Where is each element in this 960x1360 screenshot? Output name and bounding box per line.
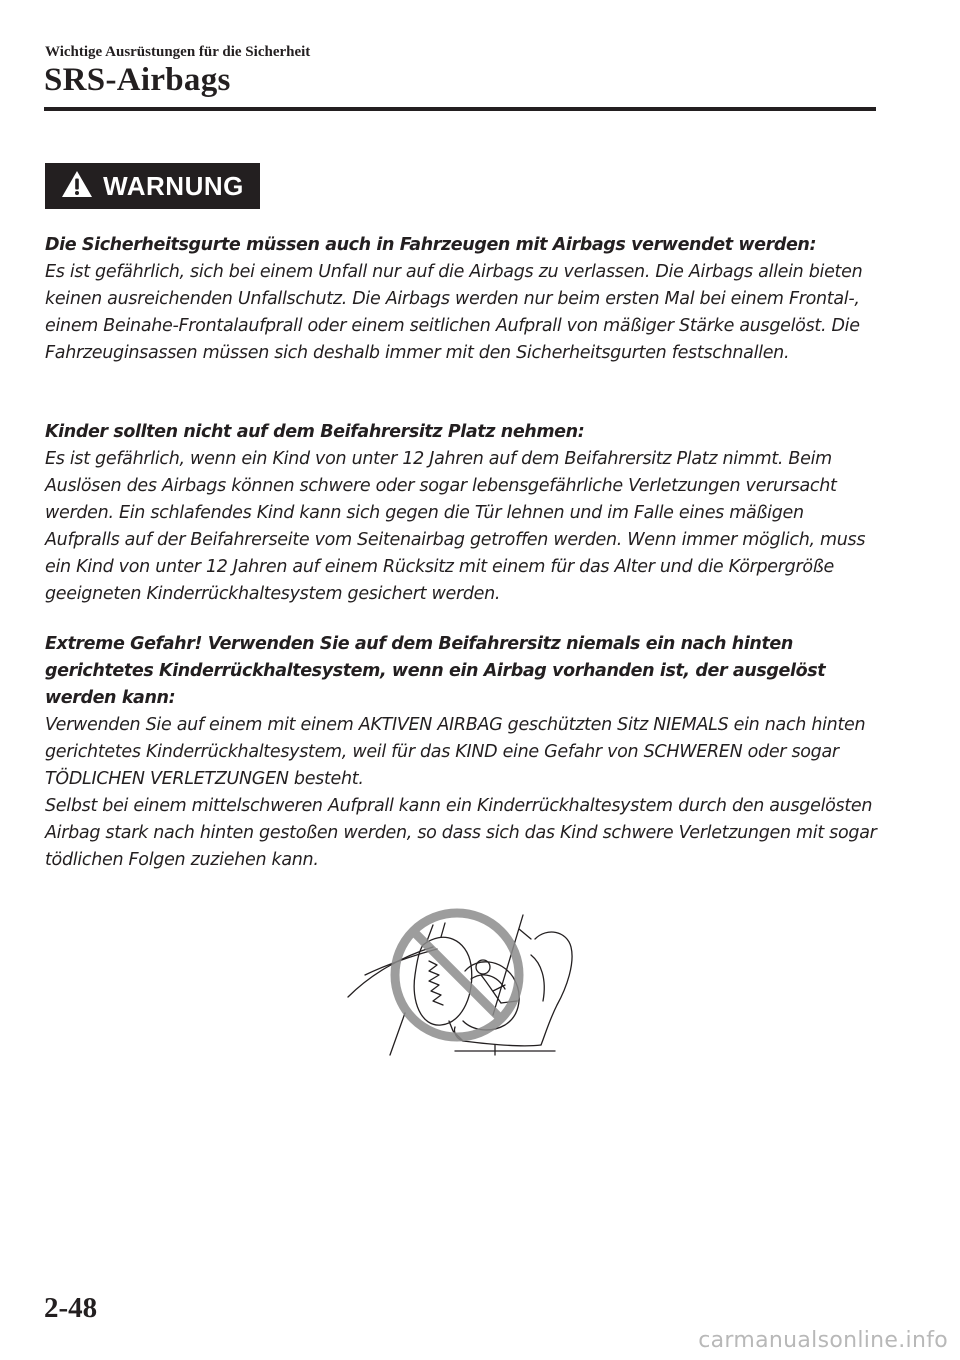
warning-paragraph: Es ist gefährlich, sich bei einem Unfall nur auf die Airbags zu verlassen. Die Airbags allein bieten keinen ausreichenden Unfallschutz. Die Airbags werden nur beim ersten Mal bei einem Frontal-, einem Beinahe-Frontalaufprall oder einem seitlichen Aufprall von mäßiger Stärke ausgelöst. Die Fahrzeuginsassen müssen sich deshalb immer mit den Sicherheitsgurten festschnallen. [45, 262, 863, 363]
warning-block-seatbelts [45, 232, 877, 367]
warning-title: Die Sicherheitsgurte müssen auch in Fahrzeugen mit Airbags verwendet werden: [45, 235, 817, 255]
warning-title: Kinder sollten nicht auf dem Beifahrersitz Platz nehmen: [45, 422, 585, 442]
page-number: 2-48 [44, 1292, 98, 1324]
warning-block-rear-facing-seat [45, 631, 877, 874]
prohibited-rear-facing-child-seat-icon [345, 905, 585, 1063]
warning-block-children-front-seat [45, 419, 877, 608]
warning-content [45, 232, 877, 874]
header-rule [44, 107, 876, 111]
warning-label: WARNUNG [103, 170, 244, 201]
section-heading: Wichtige Ausrüstungen für die Sicherheit [45, 44, 311, 60]
watermark: carmanualsonline.info [698, 1328, 948, 1353]
warning-title: Extreme Gefahr! Verwenden Sie auf dem Beifahrersitz niemals ein nach hinten gerichtetes Kinderrückhaltesystem, wenn ein Airbag vorhanden ist, der ausgelöst werden kann: [45, 634, 826, 708]
warning-paragraph: Verwenden Sie auf einem mit einem AKTIVEN AIRBAG geschützten Sitz NIEMALS ein nach hinten gerichtetes Kinderrückhaltesystem, weil für das KIND eine Gefahr von SCHWEREN oder sogar TÖDLICHEN VERLETZUNGEN besteht. [45, 715, 866, 789]
warning-paragraph: Selbst bei einem mittelschweren Aufprall kann ein Kinderrückhaltesystem durch den ausgelösten Airbag stark nach hinten gestoßen werden, so dass sich das Kind schwere Verletzungen mit sogar tödlichen Folgen zuziehen kann. [45, 796, 877, 870]
warning-paragraph: Es ist gefährlich, wenn ein Kind von unter 12 Jahren auf dem Beifahrersitz Platz nimmt. Beim Auslösen des Airbags können schwere oder sogar lebensgefährliche Verletzungen verursacht werden. Ein schlafendes Kind kann sich gegen die Tür lehnen und im Falle eines mäßigen Aufpralls auf der Beifahrerseite vom Seitenairbag getroffen werden. Wenn immer möglich, muss ein Kind von unter 12 Jahren auf einem Rücksitz mit einem für das Alter und die Körpergröße geeigneten Kinderrückhaltesystem gesichert werden. [45, 449, 866, 604]
warning-banner [45, 163, 260, 209]
page-title: SRS-Airbags [44, 62, 231, 98]
warning-triangle-icon [61, 170, 93, 203]
